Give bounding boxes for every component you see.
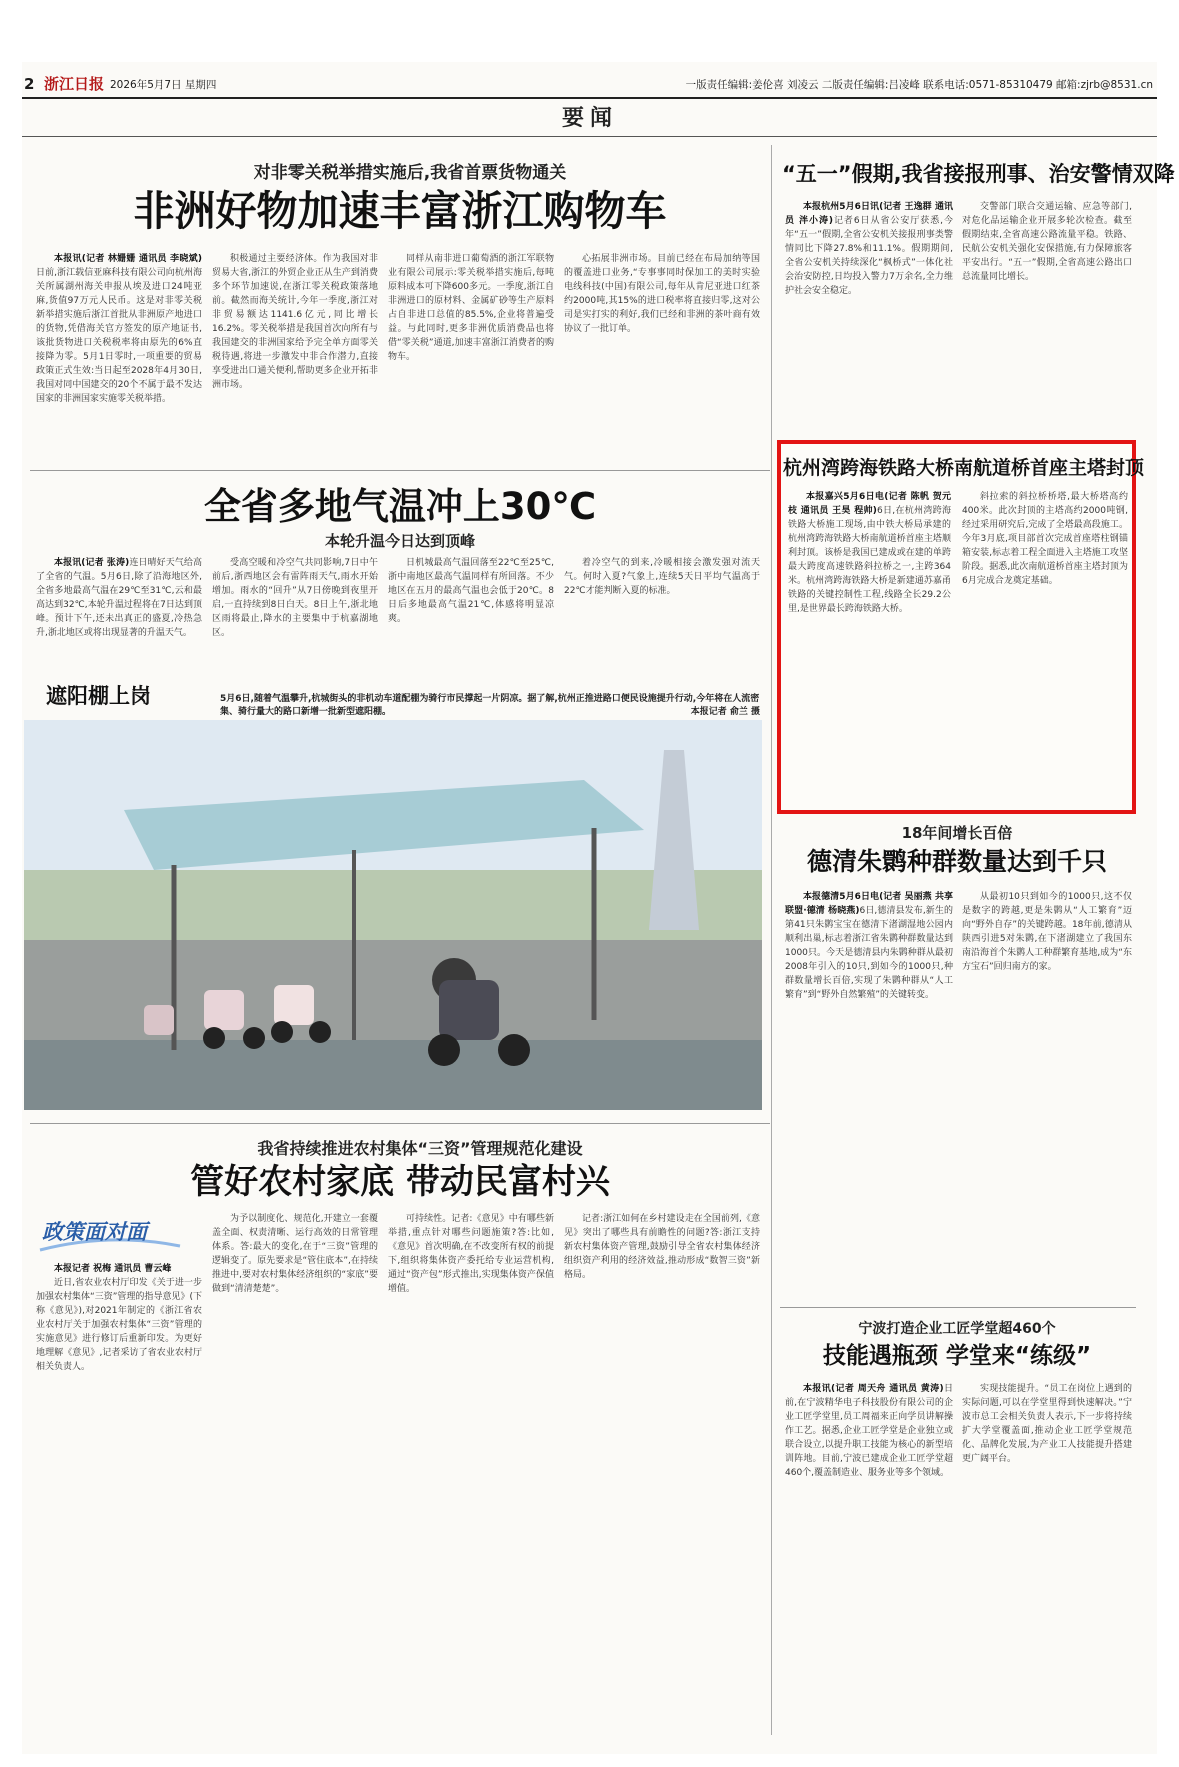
divider [780,1307,1136,1308]
right3-col1 [785,890,953,1290]
article2-col3 [388,556,554,682]
right4-title: 技能遇瓶颈 学堂来“练级” [822,1343,1092,1369]
photo-credit: 本报记者 俞兰 摄 [690,707,760,717]
policy-logo-text: 政策面对面 [42,1220,147,1244]
photo-caption-text: 5月6日,随着气温攀升,杭城街头的非机动车道配棚为骑行市民撑起一片阴凉。据了解,杭州正推进路口便民设施提升行动,今年将在人流密集、骑行量大的路口新增一批新型遮阳棚。 [220,694,760,717]
article2-col2-text: 受高空暖和冷空气共同影响,7日中午前后,浙西地区会有雷阵雨天气,雨水开始增加。雨水的“回升”从7日傍晚到夜里开启,一直持续到8日白天。8日上午,浙北地区雨将最止,降水的主要集中于杭嘉湖地区。 [212,558,378,638]
section-title: 要闻 [561,105,618,131]
article4-col3 [388,1212,554,1732]
right2-col2 [962,490,1128,802]
article4-byline: 本报记者 祝梅 通讯员 曹云峰 [54,1264,172,1274]
article1-byline: 本报讯(记者 林姗姗 通讯员 李晓斌) [54,254,202,264]
right3-title: 德清朱鹮种群数量达到千只 [806,847,1107,876]
article1-col4 [564,252,760,482]
right4-col1-text: 日前,在宁波精华电子科技股份有限公司的企业工匠学堂里,员工周福来正向学员讲解操作工艺。据悉,企业工匠学堂是企业独立或联合设立,以提升职工技能为核心的新型培训阵地。目前,宁波已建成企业工匠学堂超460个,覆盖制造业、服务业等多个领域。 [785,1384,953,1478]
page-number: 2 [24,75,35,93]
masthead: 浙江日报 [44,75,105,93]
right1-title: “五一”假期,我省接报刑事、治安警情双降 [782,162,1175,186]
right2-title: 杭州湾跨海铁路大桥南航道桥首座主塔封顶 [783,457,1145,479]
article1-col2-text: 积极通过主要经济体。作为我国对非贸易大省,浙江的外贸企业正从生产到消费多个环节加速说,在浙江零关税政策落地前。截然而海关统计,今年一季度,浙江对非贸易额达1141.6亿元,同比增长16.2%。零关税举措是我国首次向所有与我国建交的非洲国家给予完全单方面零关税待遇,将进一步激发中非合作潜力,直接享受进出口通关便利,帮助更多企业开拓非洲市场。 [212,254,378,390]
street-scene-illustration [24,720,762,1110]
article1-title: 非洲好物加速丰富浙江购物车 [133,187,667,235]
header-rule [22,97,1157,99]
article1-col3 [388,252,554,482]
editor-info: 一版责任编辑:姜伦喜 刘凌云 二版责任编辑:吕凌峰 联系电话:0571-85310479 邮箱:zjrb@8531.cn [685,79,1153,91]
right1-col1-text: 记者6日从省公安厅获悉,今年“五一”假期,全省公安机关接报刑事类警情同比下降27.8%和11.1%。假期期间,全省公安机关持续深化“枫桥式”一体化社会治安防控,日均投入警力7万余名,全力维护社会安全稳定。 [785,216,953,296]
article2-col1 [36,556,202,682]
article1-col1 [36,252,202,482]
right4-col2 [962,1382,1132,1732]
divider [30,470,770,471]
article2-title: 全省多地气温冲上30℃ [203,485,597,528]
article2-col4 [564,556,760,682]
right4-col1 [785,1382,953,1732]
article4-col1-text: 近日,省农业农村厅印发《关于进一步加强农村集体“三资”管理的指导意见》(下称《意见》),对2021年制定的《浙江省农业农村厅关于加强农村集体“三资”管理的实施意见》进行修订后重新印发。为更好地理解《意见》,记者采访了省农业农村厅相关负责人。 [36,1278,202,1372]
photo-title: 遮阳棚上岗 [46,684,151,708]
section-rule [22,136,1157,137]
photo-caption [220,693,760,719]
article2-col2 [212,556,378,682]
article4-col1 [36,1262,202,1732]
article2-subtitle: 本轮升温今日达到顶峰 [324,532,475,550]
page-header [22,73,1157,97]
right4-kicker: 宁波打造企业工匠学堂超460个 [858,1321,1056,1337]
right4-col2-text: 实现技能提升。“员工在岗位上遇到的实际问题,可以在学堂里得到快速解决。”宁波市总工会相关负责人表示,下一步将持续扩大学堂覆盖面,推动企业工匠学堂规范化、品牌化发展,为产业工人技能提升搭建更广阔平台。 [962,1384,1132,1464]
column-separator [771,145,772,1735]
article4-col2 [212,1212,378,1732]
right2-col1 [788,490,951,802]
right3-col2-text: 从最初10只到如今的1000只,这不仅是数字的跨越,更是朱鹮从“人工繁育”迈向“野外自存”的关键跨越。18年前,德清从陕西引进5对朱鹮,在下渚湖建立了我国东南沿海首个朱鹮人工种群繁育基地,成为“东方宝石”回归南方的家。 [962,892,1132,972]
article4-col4 [564,1212,760,1732]
article1-kicker: 对非零关税举措实施后,我省首票货物通关 [253,163,567,183]
issue-date: 2026年5月7日 星期四 [110,79,217,91]
article1-col1-text: 日前,浙江载信亚麻科技有限公司向杭州海关所属湖州海关申报从埃及进口24吨亚麻,货值97万元人民币。这是对非零关税新举措实施后浙江首批从非洲原产地进口的货物,凭借海关官方签发的原产地证书,该批货物进口关税税率将由原先的6%直接降为零。5月1日零时,一项重要的贸易政策正式生效:当日起至2028年4月30日,我国对同中国建交的20个不属于最不发达国家的非洲国家实施零关税举措。 [36,268,202,404]
article4-col3-text: 可持续性。记者:《意见》中有哪些新举措,重点针对哪些问题施策?答:比如,《意见》首次明确,在不改变所有权的前提下,组织将集体资产委托给专业运营机构,通过“资产包”形式推出,实现集体资产保值增值。 [388,1214,554,1294]
article2-col1-text: 连日晴好天气给高了全省的气温。5月6日,除了沿海地区外,全省多地最高气温在29℃至31℃,云和最高达到32℃,本轮升温过程将在7日达到顶峰。预计下午,还未出真正的盛夏,冷热急升,浙北地区或将出现显著的升温天气。 [36,558,202,638]
article1-col2 [212,252,378,482]
right3-col2 [962,890,1132,1290]
article4-kicker: 我省持续推进农村集体“三资”管理规范化建设 [257,1139,583,1158]
article2-col3-text: 日机城最高气温回落至22℃至25℃,浙中南地区最高气温同样有所回落。不少地区在五月的最高气温也会低于20℃。8日后多地最高气温21℃,体感将明显凉爽。 [388,558,554,624]
right3-byline: 本报德清5月6日电(记者 吴丽燕 共享联盟·德清 杨晓燕) [785,892,953,916]
right1-col2 [962,200,1132,425]
article1-col4-text: 心拓展非洲市场。目前已经在布局加纳等国的覆盖进口业务,“专事事同时保加工的美时实验电线科技(中国)有限公司,每年从肯尼亚进口红茶约2000吨,其15%的进口税率将直接归零,这对公司是实打实的利好,我们已经和非洲的茶叶商有效协议了一批订单。 [564,254,760,334]
article4-col4-text: 记者:浙江如何在乡村建设走在全国前列,《意见》突出了哪些具有前瞻性的问题?答:浙江支持新农村集体资产管理,鼓励引导全省农村集体经济组织资产利用的经济效益,推动形成“数智三资”新格局。 [564,1214,760,1280]
article4-title: 管好农村家底 带动民富村兴 [190,1162,610,1202]
right4-byline: 本报讯(记者 周天舟 通讯员 黄涛) [803,1384,944,1394]
divider [30,1123,770,1124]
right1-byline: 本报杭州5月6日讯(记者 王逸群 通讯员 泮小涛) [785,202,953,226]
street-photo [24,720,762,1110]
right3-col1-text: 6日,德清县发布,新生的第41只朱鹮宝宝在德清下渚湖湿地公园内顺利出巢,标志着浙江省朱鹮种群数量达到1000只。今天是德清县内朱鹮种群从最初2008年引入的10只,到如今的1000只,种群数量增长百倍,实现了朱鹮种群从“人工繁育”到“野外自然繁殖”的关键转变。 [785,906,953,1000]
right3-kicker: 18年间增长百倍 [901,824,1013,842]
right1-col2-text: 交警部门联合交通运输、应急等部门,对危化品运输企业开展多轮次检查。截至假期结束,全省高速公路流量平稳。铁路、民航公安机关强化安保措施,有力保障旅客平安出行。“五一”假期,全省高速公路出口总流量同比增长。 [962,202,1132,282]
right2-col1-text: 6日,在杭州湾跨海铁路大桥施工现场,由中铁大桥局承建的杭州湾跨海铁路大桥南航道桥首座主塔顺利封顶。该桥是我国已建成或在建的单跨最大跨度高速铁路斜拉桥之一,主跨364米。杭州湾跨海铁路大桥是新建通苏嘉甬铁路的关键控制性工程,线路全长29.2公里,是世界最长跨海铁路大桥。 [788,506,951,614]
right2-byline: 本报嘉兴5月6日电(记者 陈帆 贺元枝 通讯员 王昊 程帅) [788,492,951,516]
article2-col4-text: 着冷空气的到来,冷暖相接会激发强对流天气。何时入夏?气象上,连续5天日平均气温高于22℃才能判断入夏的标准。 [564,558,760,596]
right2-col2-text: 斜拉索的斜拉桥桥塔,最大桥塔高约400米。此次封顶的主塔高约2000吨钢,经过采用研究后,完成了全塔最高段施工。今年3月底,项目部首次完成首座塔柱钢锚箱安装,标志着工程全面进入主塔施工攻坚阶段。据悉,此次南航道桥首座主塔封顶为6月完成合龙奠定基础。 [962,492,1128,586]
article2-byline: 本报讯(记者 张涛) [54,558,130,568]
right1-col1 [785,200,953,425]
policy-logo [36,1212,184,1256]
article1-col3-text: 同样从南非进口葡萄酒的浙江军联物业有限公司展示:零关税举措实施后,每吨原料成本可下降600多元。一季度,浙江自非洲进口的原材料、金属矿砂等生产原料占自非进口总值的85.5%,企业将普遍受益。与此同时,更多非洲优质消费品也将借“零关税”通道,加速丰富浙江消费者的购物车。 [388,254,554,362]
article4-col2-text: 为予以制度化、规范化,开建立一套覆盖全面、权责清晰、运行高效的日常管理体系。答:最大的变化,在于“三资”管理的逻辑变了。原先要求是“管住底本”,在持续推进中,要对农村集体经济组织的“家底”要做到“清清楚楚”。 [212,1214,378,1294]
